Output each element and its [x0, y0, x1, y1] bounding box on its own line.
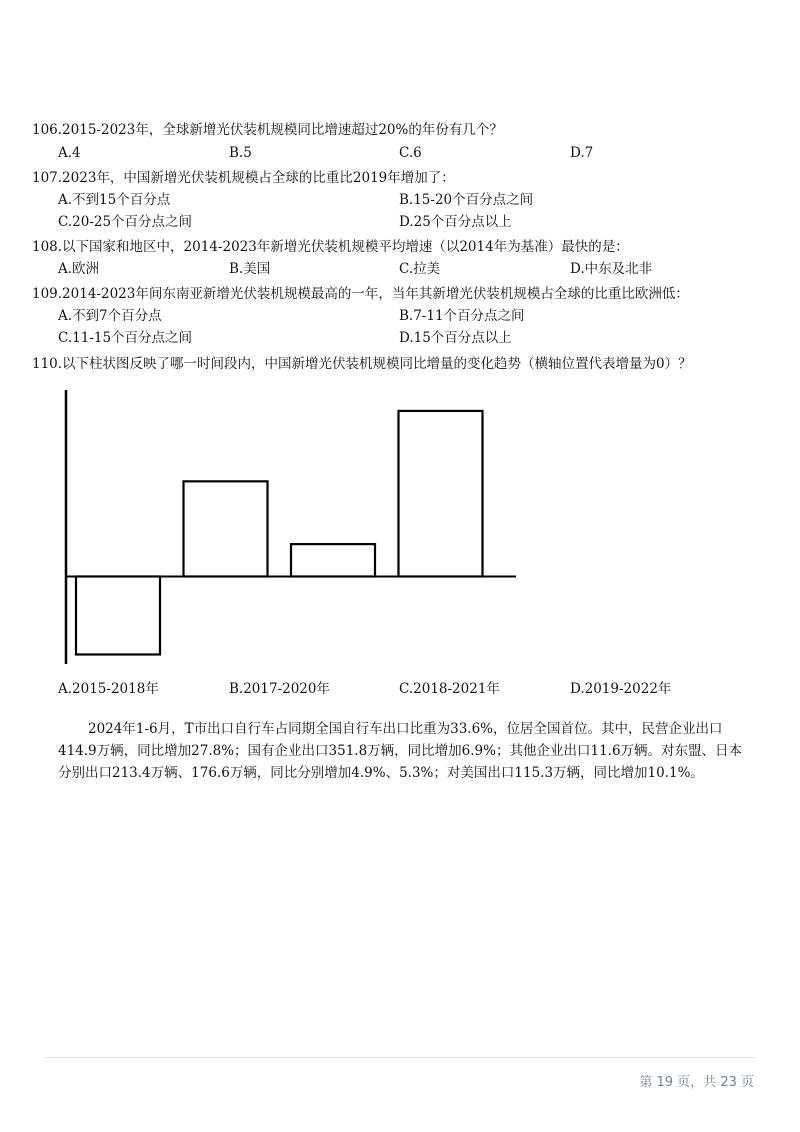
question-110-option-b: B.2017-2020年: [229, 681, 330, 697]
question-110-option-d: D.2019-2022年: [570, 681, 672, 697]
question-110-stem: 110.以下柱状图反映了哪一时间段内，中国新增光伏装机规模同比增量的变化趋势（横轴位置代表增量为0）？: [32, 356, 692, 372]
question-109-option-c: C.11-15个百分点之间: [58, 330, 193, 346]
bar-4: [399, 411, 483, 577]
passage-line-2: 414.9万辆，同比增加27.8%；国有企业出口351.8万辆，同比增加6.9%；其他企业出口11.6万辆。对东盟、日本: [58, 743, 743, 759]
question-109-option-a: A.不到7个百分点: [58, 308, 162, 324]
bar-chart-svg: [58, 382, 528, 672]
question-109-option-d: D.15个百分点以上: [399, 330, 512, 346]
question-107-option-d: D.25个百分点以上: [399, 214, 512, 230]
passage-line-3: 分别出口213.4万辆、176.6万辆，同比分别增加4.9%、5.3%；对美国出口115.3万辆，同比增加10.1%。: [58, 765, 704, 781]
page-number: 第 19 页，共 23 页: [639, 1075, 754, 1090]
question-106-option-d: D.7: [570, 145, 594, 161]
bar-chart: [58, 382, 528, 676]
question-109-stem: 109.2014-2023年间东南亚新增光伏装机规模最高的一年，当年其新增光伏装机规模占全球的比重比欧洲低：: [32, 286, 689, 302]
question-108-option-d: D.中东及北非: [570, 261, 653, 277]
footer-divider: [45, 1057, 755, 1058]
question-106-stem: 106.2015-2023年，全球新增光伏装机规模同比增速超过20%的年份有几个？: [32, 122, 503, 138]
question-107-stem: 107.2023年，中国新增光伏装机规模占全球的比重比2019年增加了：: [32, 170, 455, 186]
question-107-option-c: C.20-25个百分点之间: [58, 214, 193, 230]
question-109-option-b: B.7-11个百分点之间: [399, 308, 525, 324]
question-106-option-c: C.6: [399, 145, 422, 161]
question-108-stem: 108.以下国家和地区中，2014-2023年新增光伏装机规模平均增速（以2014年为基准）最快的是：: [32, 239, 629, 255]
question-108-option-b: B.美国: [229, 261, 271, 277]
question-110-option-c: C.2018-2021年: [399, 681, 500, 697]
material-passage: [58, 718, 758, 784]
question-108-option-c: C.拉美: [399, 261, 441, 277]
passage-line-1: 2024年1-6月，T市出口自行车占同期全国自行车出口比重为33.6%，位居全国首位。其中，民营企业出口: [88, 721, 723, 737]
question-107-option-a: A.不到15个百分点: [58, 192, 171, 208]
question-106-option-b: B.5: [229, 145, 252, 161]
question-107-option-b: B.15-20个百分点之间: [399, 192, 534, 208]
bar-2: [184, 481, 268, 576]
question-108-option-a: A.欧洲: [58, 261, 100, 277]
bar-3: [291, 544, 375, 576]
bar-1: [76, 576, 160, 654]
question-106-option-a: A.4: [58, 145, 81, 161]
question-110-option-a: A.2015-2018年: [58, 681, 159, 697]
